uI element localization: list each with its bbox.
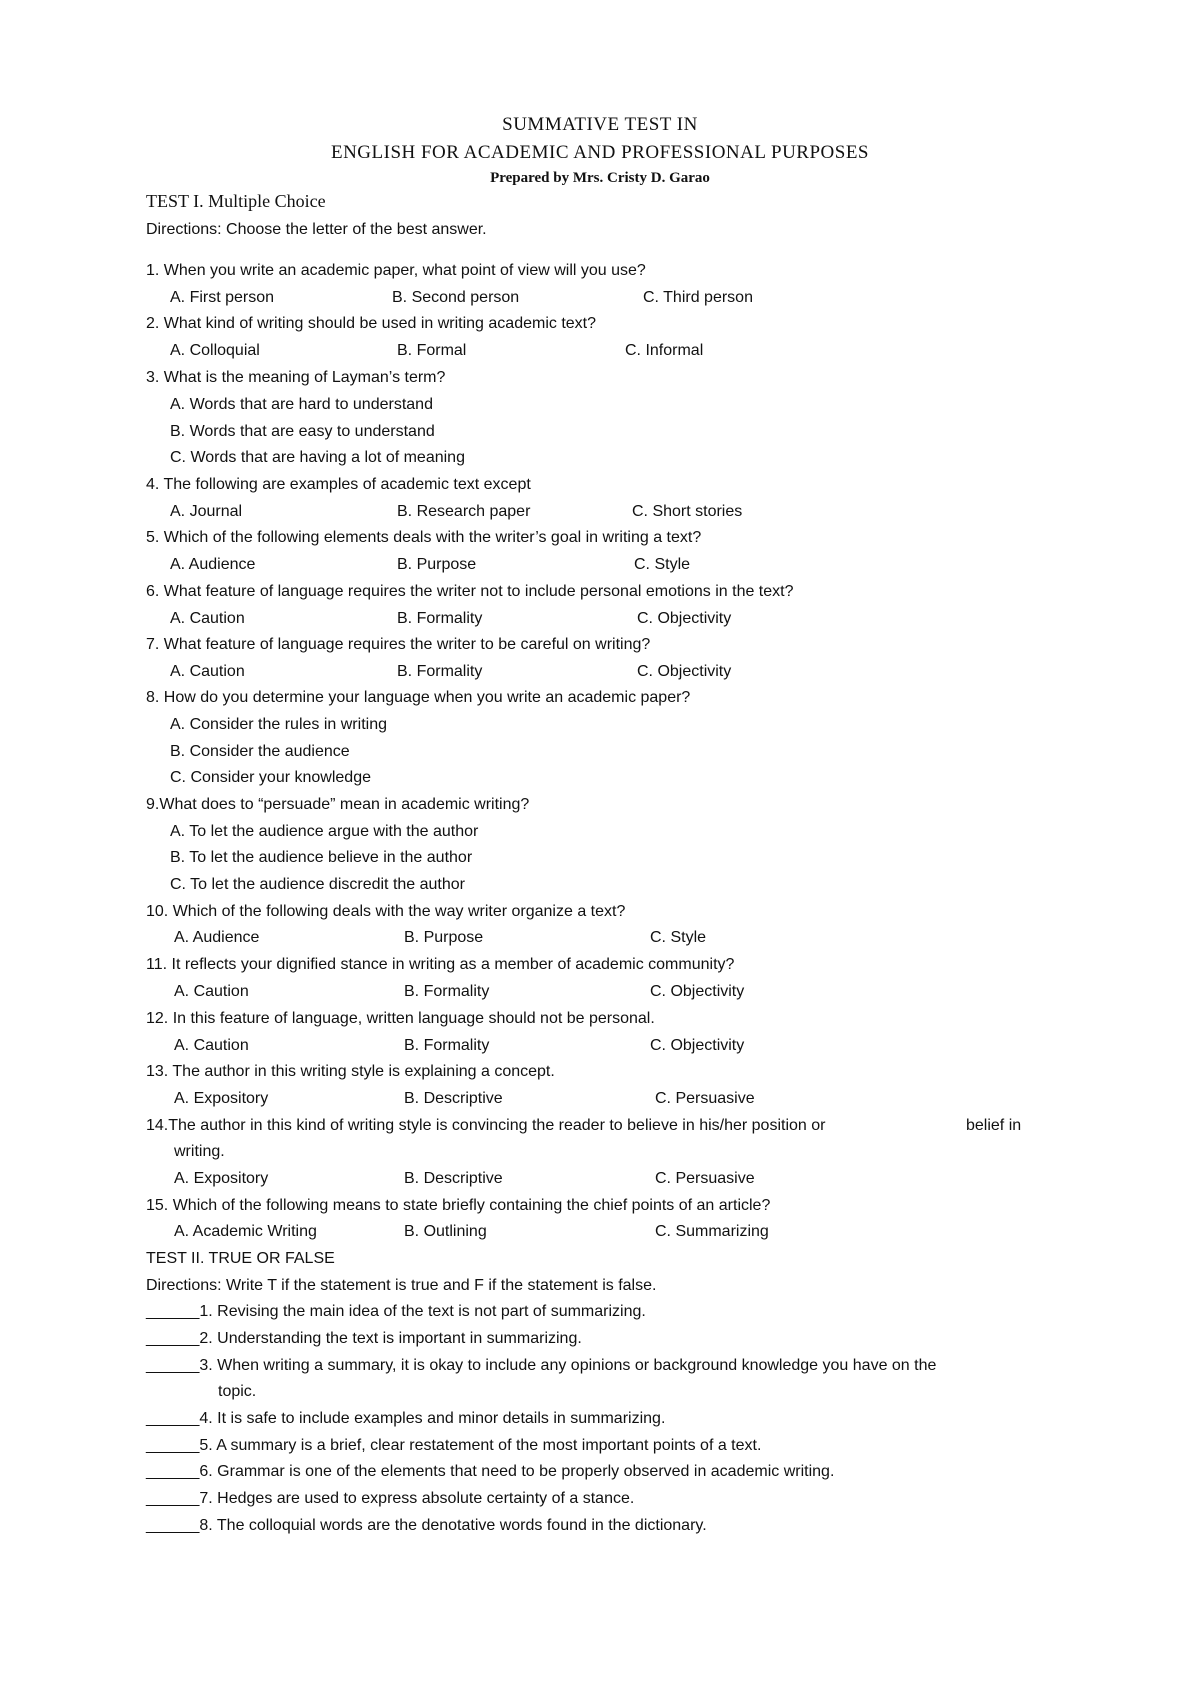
- q7-option-b: B. Formality: [397, 663, 483, 680]
- q13-option-a: A. Expository: [174, 1090, 269, 1107]
- q15-option-b: B. Outlining: [404, 1223, 487, 1240]
- tf-item-8: ______8. The colloquial words are the denotative words found in the dictionary.: [146, 1517, 707, 1534]
- q9-option-a: A. To let the audience argue with the author: [170, 823, 479, 840]
- question-4: 4. The following are examples of academic text except: [146, 476, 531, 493]
- q8-option-b: B. Consider the audience: [170, 743, 350, 760]
- q11-option-c: C. Objectivity: [650, 983, 745, 1000]
- q13-option-c: C. Persuasive: [655, 1090, 755, 1107]
- q2-option-c: C. Informal: [625, 342, 704, 359]
- q1-option-a: A. First person: [170, 289, 275, 306]
- question-1: 1. When you write an academic paper, what point of view will you use?: [146, 262, 646, 279]
- q13-option-b: B. Descriptive: [404, 1090, 503, 1107]
- test2-directions: Directions: Write T if the statement is true and F if the statement is false.: [146, 1277, 657, 1294]
- question-12: 12. In this feature of language, written language should not be personal.: [146, 1010, 655, 1027]
- q15-option-c: C. Summarizing: [655, 1223, 769, 1240]
- q10-option-b: B. Purpose: [404, 929, 484, 946]
- q12-option-b: B. Formality: [404, 1037, 490, 1054]
- test1-directions: Directions: Choose the letter of the best answer.: [146, 221, 487, 238]
- q8-option-a: A. Consider the rules in writing: [170, 716, 387, 733]
- q10-option-c: C. Style: [650, 929, 707, 946]
- test1-heading: TEST I. Multiple Choice: [146, 191, 326, 211]
- tf-item-7: ______7. Hedges are used to express absolute certainty of a stance.: [146, 1490, 635, 1507]
- tf-item-4: ______4. It is safe to include examples and minor details in summarizing.: [146, 1410, 666, 1427]
- question-14: 14.The author in this kind of writing style is convincing the reader to believe in his/her position or: [146, 1117, 826, 1134]
- tf-item-5: ______5. A summary is a brief, clear restatement of the most important points of a text.: [146, 1437, 762, 1454]
- question-14-end: belief in: [966, 1117, 1022, 1134]
- question-5: 5. Which of the following elements deals with the writer’s goal in writing a text?: [146, 529, 702, 546]
- q14-option-c: C. Persuasive: [655, 1170, 755, 1187]
- q3-option-c: C. Words that are having a lot of meaning: [170, 449, 465, 466]
- q9-option-b: B. To let the audience believe in the author: [170, 849, 473, 866]
- q4-option-c: C. Short stories: [632, 503, 743, 520]
- q6-option-a: A. Caution: [170, 610, 245, 627]
- q1-option-c: C. Third person: [643, 289, 753, 306]
- q3-option-a: A. Words that are hard to understand: [170, 396, 433, 413]
- tf-item-2: ______2. Understanding the text is important in summarizing.: [146, 1330, 582, 1347]
- q7-option-a: A. Caution: [170, 663, 245, 680]
- question-14-cont: writing.: [174, 1143, 225, 1160]
- question-13: 13. The author in this writing style is explaining a concept.: [146, 1063, 555, 1080]
- q4-option-a: A. Journal: [170, 503, 243, 520]
- q2-option-a: A. Colloquial: [170, 342, 260, 359]
- q5-option-c: C. Style: [634, 556, 691, 573]
- q11-option-a: A. Caution: [174, 983, 249, 1000]
- question-9: 9.What does to “persuade” mean in academic writing?: [146, 796, 530, 813]
- q3-option-b: B. Words that are easy to understand: [170, 423, 435, 440]
- q8-option-c: C. Consider your knowledge: [170, 769, 371, 786]
- tf-item-3: ______3. When writing a summary, it is okay to include any opinions or background knowledge you have on the: [146, 1357, 937, 1374]
- document-subject: ENGLISH FOR ACADEMIC AND PROFESSIONAL PURPOSES: [330, 142, 870, 163]
- q1-option-b: B. Second person: [392, 289, 520, 306]
- q15-option-a: A. Academic Writing: [174, 1223, 317, 1240]
- question-11: 11. It reflects your dignified stance in writing as a member of academic community?: [146, 956, 735, 973]
- document-title: SUMMATIVE TEST IN: [502, 114, 698, 135]
- tf-item-3-cont: topic.: [218, 1383, 257, 1400]
- q14-option-a: A. Expository: [174, 1170, 269, 1187]
- q12-option-c: C. Objectivity: [650, 1037, 745, 1054]
- q9-option-c: C. To let the audience discredit the author: [170, 876, 465, 893]
- question-15: 15. Which of the following means to state briefly containing the chief points of an article?: [146, 1197, 771, 1214]
- q2-option-b: B. Formal: [397, 342, 467, 359]
- question-3: 3. What is the meaning of Layman’s term?: [146, 369, 446, 386]
- prepared-by: Prepared by Mrs. Cristy D. Garao: [490, 170, 710, 186]
- question-10: 10. Which of the following deals with the way writer organize a text?: [146, 903, 626, 920]
- q14-option-b: B. Descriptive: [404, 1170, 503, 1187]
- question-8: 8. How do you determine your language when you write an academic paper?: [146, 689, 691, 706]
- q6-option-b: B. Formality: [397, 610, 483, 627]
- tf-item-6: ______6. Grammar is one of the elements that need to be properly observed in academic writing.: [146, 1463, 835, 1480]
- q12-option-a: A. Caution: [174, 1037, 249, 1054]
- tf-item-1: ______1. Revising the main idea of the text is not part of summarizing.: [146, 1303, 646, 1320]
- test2-heading: TEST II. TRUE OR FALSE: [146, 1250, 335, 1267]
- q4-option-b: B. Research paper: [397, 503, 531, 520]
- q7-option-c: C. Objectivity: [637, 663, 732, 680]
- question-2: 2. What kind of writing should be used in writing academic text?: [146, 315, 597, 332]
- q5-option-b: B. Purpose: [397, 556, 477, 573]
- q11-option-b: B. Formality: [404, 983, 490, 1000]
- question-6: 6. What feature of language requires the writer not to include personal emotions in the text?: [146, 583, 794, 600]
- question-7: 7. What feature of language requires the writer to be careful on writing?: [146, 636, 651, 653]
- q5-option-a: A. Audience: [170, 556, 256, 573]
- q6-option-c: C. Objectivity: [637, 610, 732, 627]
- q10-option-a: A. Audience: [174, 929, 260, 946]
